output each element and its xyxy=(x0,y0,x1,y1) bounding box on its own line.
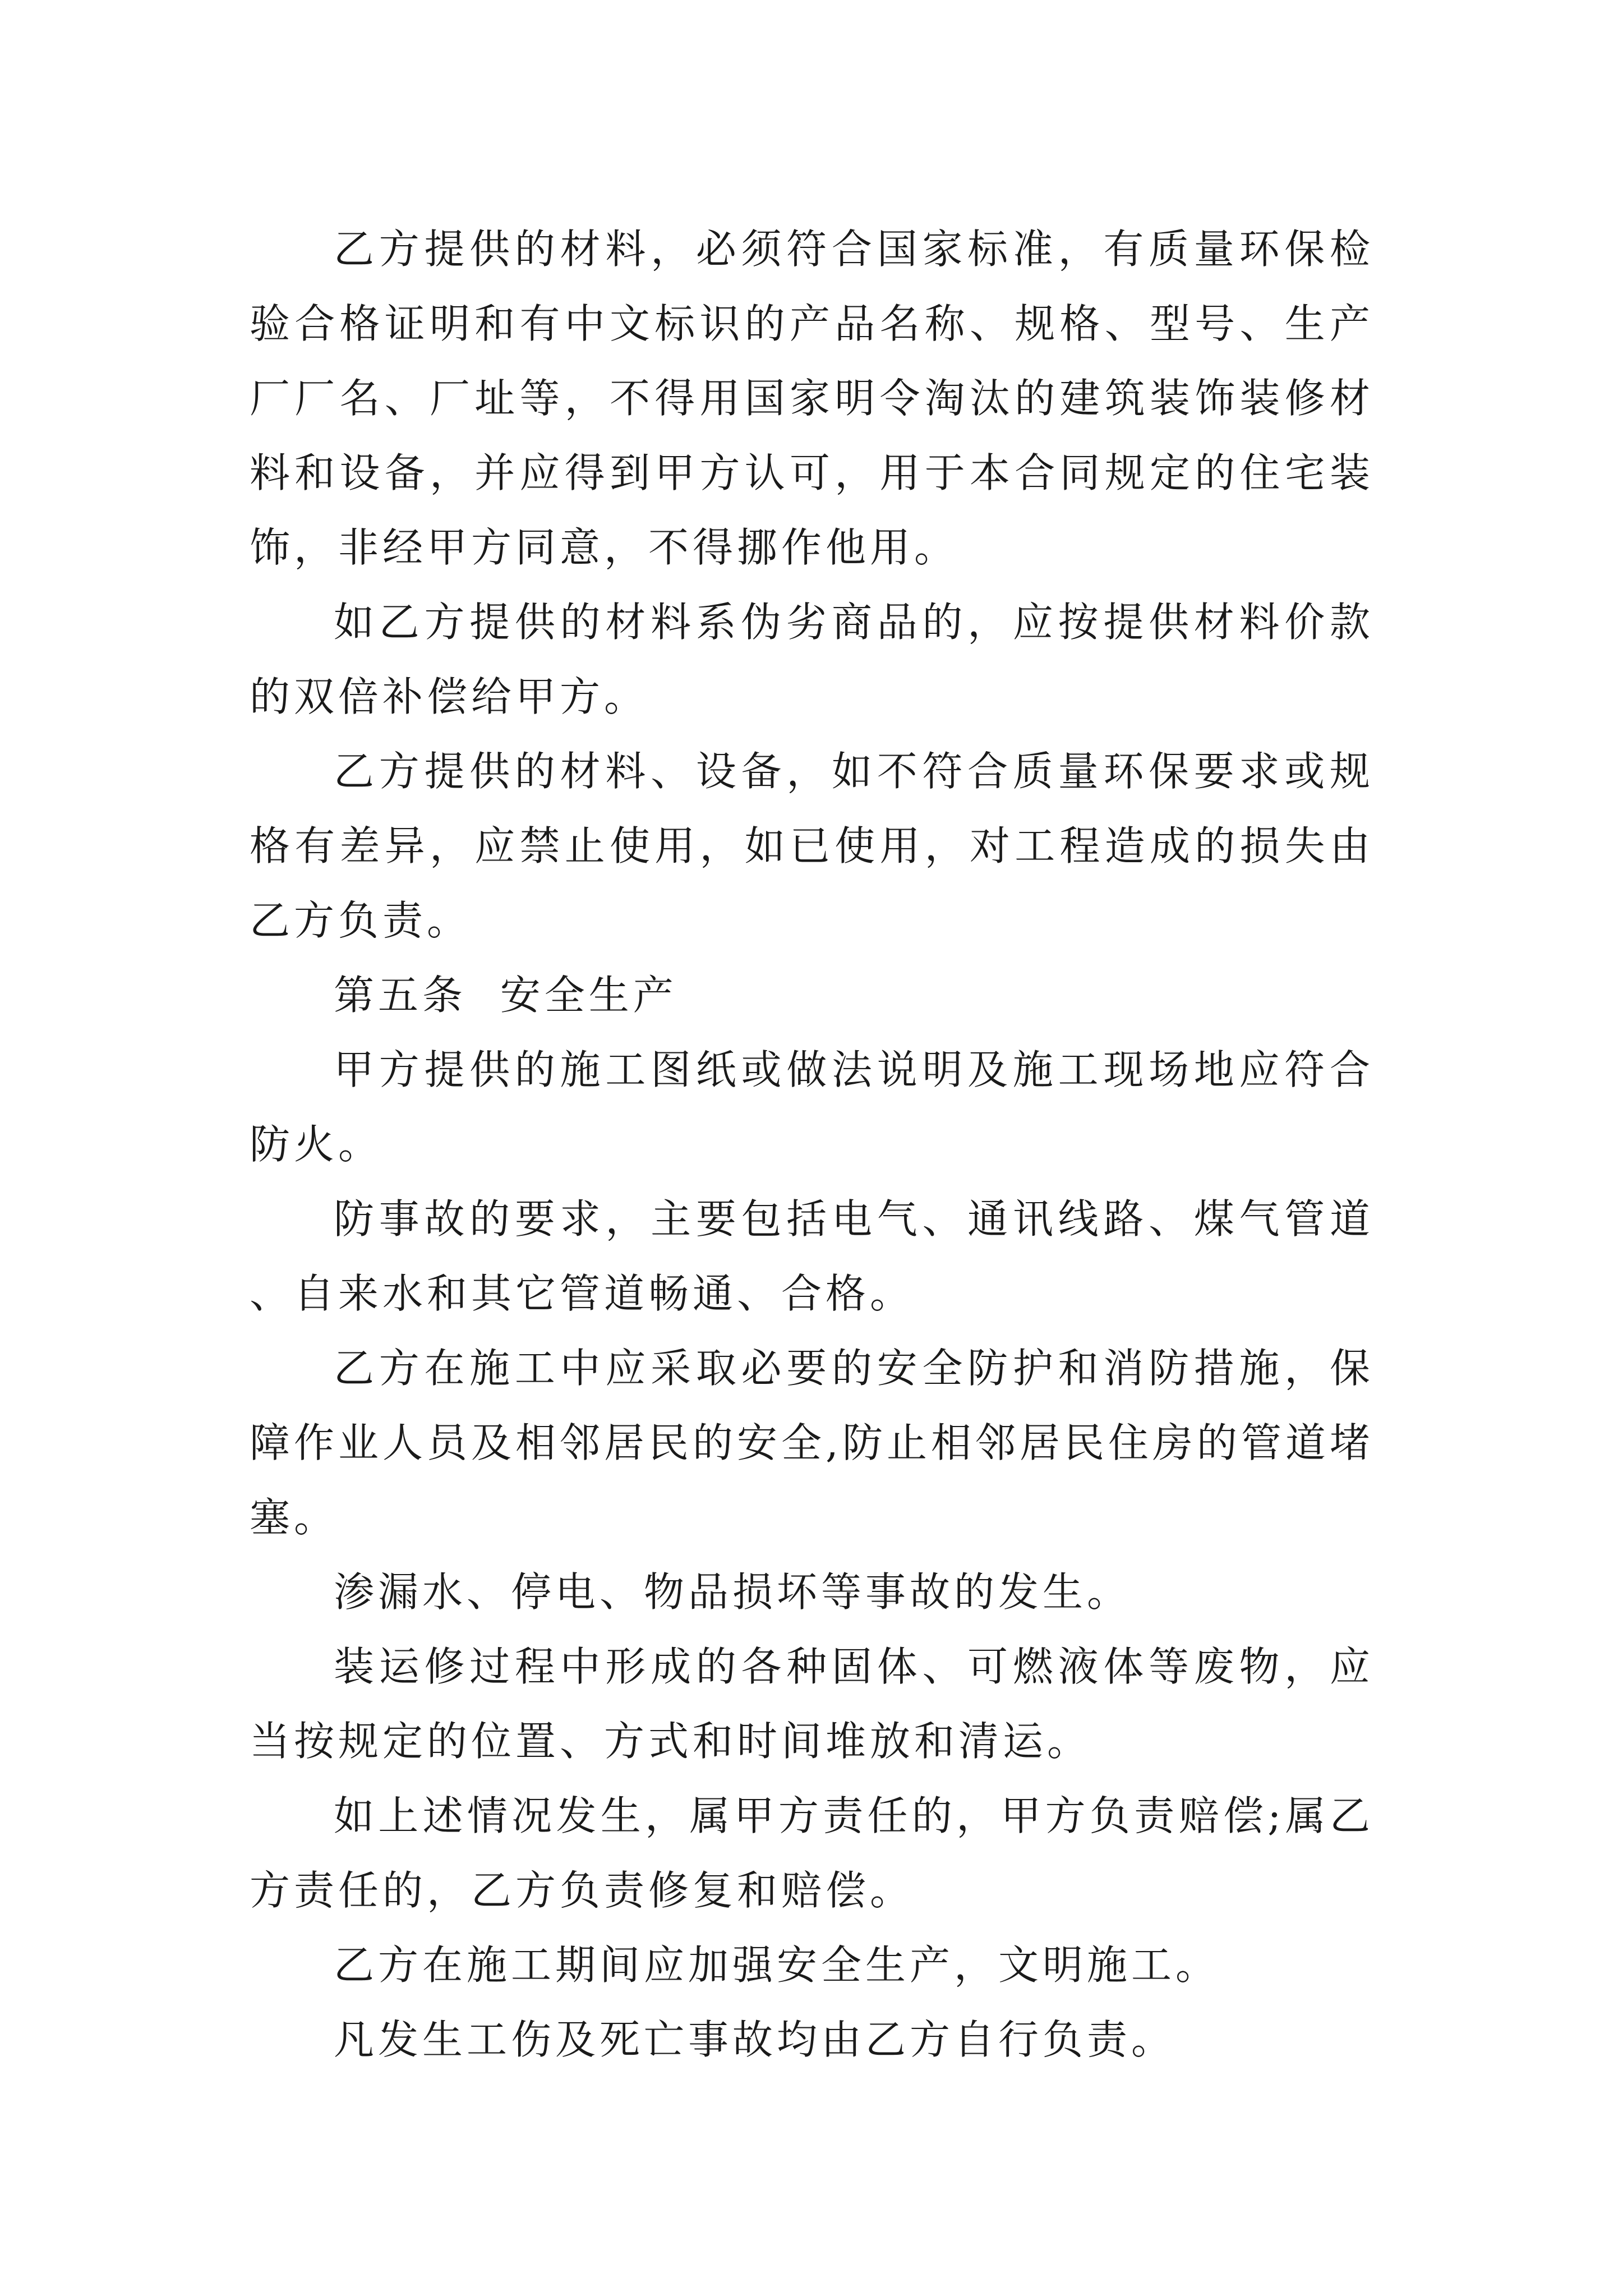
paragraph-injury-responsibility: 凡发生工伤及死亡事故均由乙方自行负责。 xyxy=(334,2016,1176,2063)
paragraph-counterfeit-compensation: 如乙方提供的材料系伪劣商品的，应按提供材料价款的双倍补偿给甲方。 xyxy=(250,599,1374,720)
paragraph-waste-disposal: 装运修过程中形成的各种固体、可燃液体等废物，应当按规定的位置、方式和时间堆放和清运。 xyxy=(250,1643,1374,1765)
paragraph-materials-standards: 乙方提供的材料，必须符合国家标准，有质量环保检验合格证明和有中文标识的产品名称、规格、型号、生产厂厂名、厂址等，不得用国家明令淘汰的建筑装饰装修材料和设备，并应得到甲方认可，用于本合同规定的住宅装饰，非经甲方同意，不得挪作他用。 xyxy=(250,226,1374,571)
document-body xyxy=(250,212,1374,2077)
paragraph-liability: 如上述情况发生，属甲方责任的，甲方负责赔偿;属乙方责任的，乙方负责修复和赔偿。 xyxy=(250,1792,1374,1914)
paragraph-civilized-construction: 乙方在施工期间应加强安全生产，文明施工。 xyxy=(334,1941,1220,1989)
paragraph-fire-prevention: 甲方提供的施工图纸或做法说明及施工现场地应符合防火。 xyxy=(250,1046,1374,1168)
paragraph-nonconforming-materials: 乙方提供的材料、设备，如不符合质量环保要求或规格有差异，应禁止使用，如已使用，对工程造成的损失由乙方负责。 xyxy=(250,748,1374,944)
section-heading-safety: 第五条 安全生产 xyxy=(334,972,677,1019)
paragraph-leakage-outage: 渗漏水、停电、物品损坏等事故的发生。 xyxy=(334,1568,1132,1616)
paragraph-safety-measures: 乙方在施工中应采取必要的安全防护和消防措施，保障作业人员及相邻居民的安全,防止相邻居民住房的管道堵塞。 xyxy=(250,1345,1374,1541)
paragraph-accident-prevention: 防事故的要求，主要包括电气、通讯线路、煤气管道、自来水和其它管道畅通、合格。 xyxy=(250,1195,1374,1317)
